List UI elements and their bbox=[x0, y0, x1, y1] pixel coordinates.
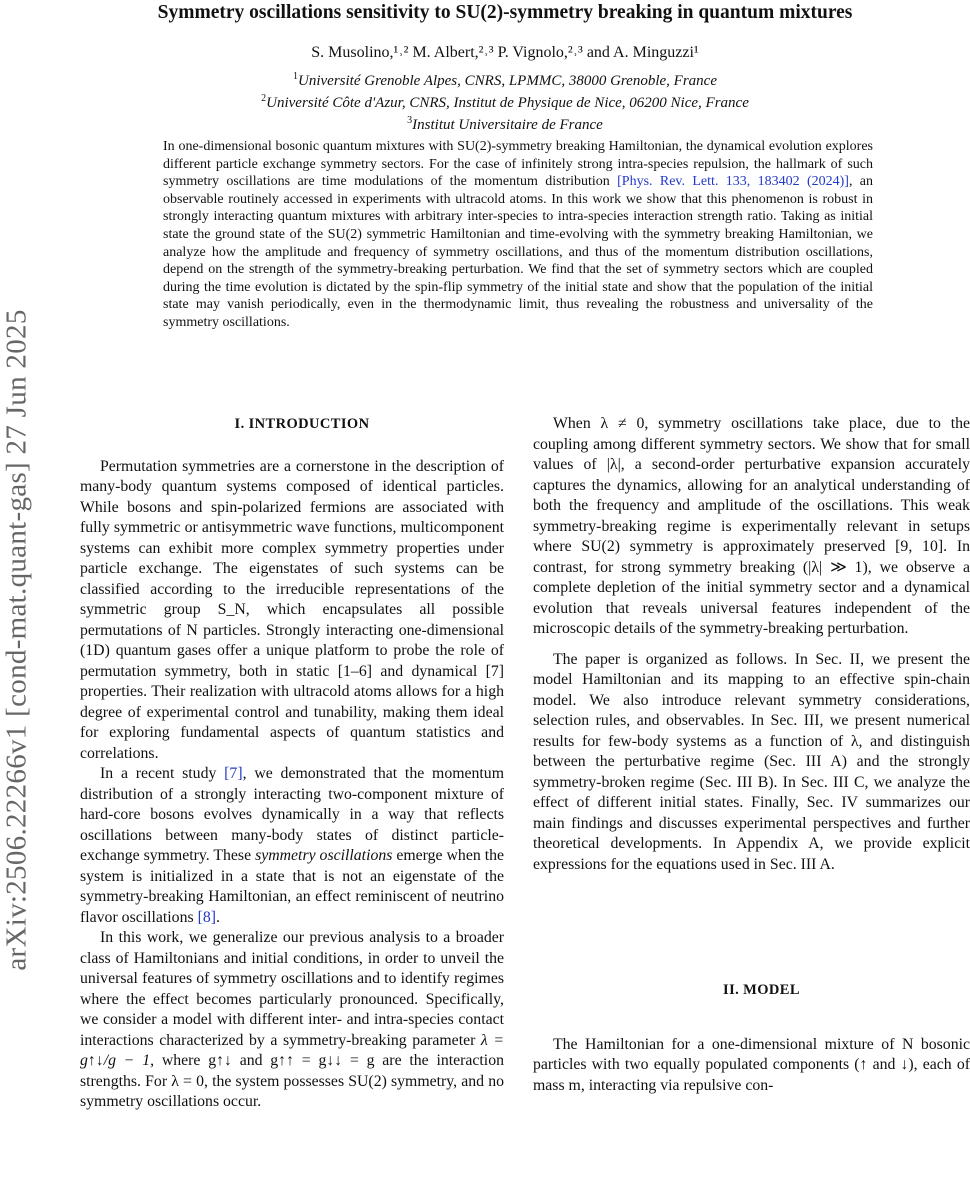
affiliation-mark: 3 bbox=[407, 115, 413, 126]
right-paragraph-2: The paper is organized as follows. In Sec. II, we present the model Hamiltonian and its mapping to an effective spin-chain model. We also introduce relevant symmetry considerations, selection rules, and observables. In Sec. III, we present numerical results for few-body systems as a function of λ, and distinguish between the perturbative regime (Sec. III A) and the strongly symmetry-broken regime (Sec. III B). In Sec. III C, we analyze the effect of different initial states. Finally, Sec. IV summarizes our main findings and discusses experimental perspectives and further theoretical developments. In Appendix A, we provide explicit expressions for the equations used in Sec. III A. bbox=[533, 650, 970, 873]
left-column bbox=[80, 414, 504, 1113]
affiliation-text: Institut Universitaire de France bbox=[412, 117, 603, 133]
right-paragraph-1: When λ ≠ 0, symmetry oscillations take place, due to the coupling among different symmetry sectors. We show that for small values of |λ|, a second-order perturbative expansion accurately captures the dynamics, allowing for an analytical understanding of both the frequency and amplitude of the oscillations. This weak symmetry-breaking regime is experimentally relevant in setups where SU(2) symmetry is approximately preserved [9, 10]. In contrast, for strong symmetry breaking (|λ| ≫ 1), we observe a complete depletion of the initial symmetry sector and a dynamical evolution that reveals universal features independent of the microscopic details of the symmetry-breaking perturbation. bbox=[533, 415, 970, 637]
section-heading-introduction: I. INTRODUCTION bbox=[234, 416, 370, 432]
intro-paragraph-2 bbox=[80, 764, 504, 928]
affiliations bbox=[40, 68, 970, 134]
intro-p2-text: emerge when the system is initialized in a state that is not an eigenstate of the symmetry-breaking Hamiltonian, an effect reminiscent of neutrino flavor oscillations bbox=[80, 847, 504, 926]
paper-title: Symmetry oscillations sensitivity to SU(2)-symmetry breaking in quantum mixtures bbox=[157, 2, 853, 23]
intro-p2-text: In a recent study bbox=[100, 765, 225, 782]
emphasis-symmetry-oscillations: symmetry oscillations bbox=[255, 847, 393, 864]
affiliation-1 bbox=[40, 68, 970, 90]
affiliation-text: Université Grenoble Alpes, CNRS, LPMMC, 38000 Grenoble, France bbox=[298, 73, 717, 89]
intro-p2-text: . bbox=[216, 908, 220, 926]
abstract bbox=[163, 138, 873, 332]
abstract-text-2: , an observable routinely accessed in experiments with ultracold atoms. In this work we show that this phenomenon is robust in strongly interacting quantum mixtures with arbitrary inter-species to intra-species interaction strength ratio. Taking as initial state the ground state of the SU(2) symmetric Hamiltonian and time-evolving with the symmetry breaking Hamiltonian, we analyze how the amplitude and frequency of symmetry oscillations, and thus of the momentum distribution oscillations, depend on the strength of the symmetry-breaking perturbation. We find that the set of symmetry sectors which are coupled during the time evolution is dictated by the spin-flip symmetry of the initial state and show that the population of the initial state may vanish periodically, even in the thermodynamic limit, thus revealing the robustness and universality of the symmetry oscillations. bbox=[163, 174, 873, 330]
lambda-definition: λ = g↑↓/g − 1 bbox=[80, 1031, 504, 1069]
right-column bbox=[533, 414, 970, 1096]
intro-paragraph-3 bbox=[80, 928, 504, 1113]
intro-p2-text: , we demonstrated that the momentum distribution of a strongly interacting two-component mixture of hard-core bosons evolves dynamically in a way that reflects oscillations between many-body states of distinct particle-exchange symmetry. These bbox=[80, 765, 504, 864]
affiliation-text: Université Côte d'Azur, CNRS, Institut de Physique de Nice, 06200 Nice, France bbox=[266, 95, 749, 111]
intro-p3-text: , where g↑↓ and g↑↑ = g↓↓ = g are the interaction strengths. For λ = 0, the system possesses SU(2) symmetry, and no symmetry oscillations occur. bbox=[80, 1052, 504, 1110]
section-heading-model: II. MODEL bbox=[723, 982, 800, 998]
arxiv-identifier: arXiv:2506.22266v1 [cond-mat.quant-gas] 27 Jun 2025 bbox=[0, 309, 33, 971]
intro-p3-text: In this work, we generalize our previous analysis to a broader class of Hamiltonians and initial conditions, in order to unveil the universal features of symmetry oscillations and to identify regimes where the effect becomes particularly pronounced. Specifically, we consider a model with different inter- and intra-species contact interactions characterized by a symmetry-breaking parameter bbox=[80, 929, 504, 1049]
affiliation-mark: 1 bbox=[293, 71, 299, 82]
abstract-reference-link[interactable]: [Phys. Rev. Lett. 133, 183402 (2024)] bbox=[617, 174, 849, 190]
citation-link-7[interactable]: [7] bbox=[224, 765, 243, 782]
affiliation-mark: 2 bbox=[261, 93, 267, 104]
intro-paragraph-1: Permutation symmetries are a cornerstone in the description of many-body quantum systems composed of identical particles. While bosons and spin-polarized fermions are associated with fully symmetric or antisymmetric wave functions, multicomponent systems can exhibit more complex symmetry properties under particle exchange. The eigenstates of such systems can be classified according to the irreducible representations of the symmetric group S_N, which encapsulates all possible permutations of N particles. Strongly interacting one-dimensional (1D) quantum gases offer a unique platform to probe the role of permutation symmetry, both in static [1–6] and dynamical [7] properties. Their realization with ultracold atoms allows for a high degree of experimental control and tunability, making them ideal for exploring fundamental aspects of quantum statistics and correlations. bbox=[80, 457, 504, 762]
affiliation-2 bbox=[40, 90, 970, 112]
model-paragraph-1: The Hamiltonian for a one-dimensional mixture of N bosonic particles with two equally populated components (↑ and ↓), each of mass m, interacting via repulsive con- bbox=[533, 1035, 970, 1094]
citation-link-8[interactable]: [8] bbox=[197, 908, 216, 926]
author-list: S. Musolino,¹˒² M. Albert,²˒³ P. Vignolo,²˒³ and A. Minguzzi¹ bbox=[311, 44, 699, 61]
arxiv-identifier-sidebar bbox=[0, 200, 33, 1080]
affiliation-3 bbox=[40, 112, 970, 134]
abstract-text-1: In one-dimensional bosonic quantum mixtures with SU(2)-symmetry breaking Hamiltonian, the dynamical evolution explores different particle exchange symmetry sectors. For the case of infinitely strong intra-species repulsion, the hallmark of such symmetry oscillations are time modulations of the momentum distribution bbox=[163, 139, 873, 190]
